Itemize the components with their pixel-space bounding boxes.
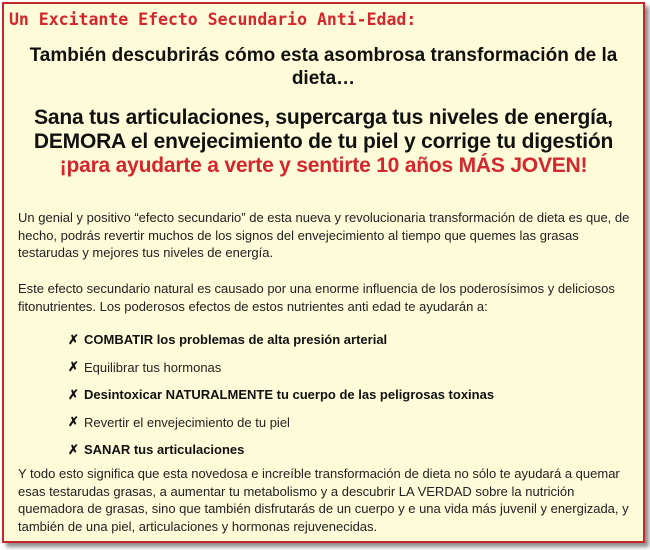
x-mark-icon: ✗ [68,441,79,457]
list-item-text: Equilibrar tus hormonas [84,359,222,375]
list-item [68,354,628,382]
conclusion-paragraph: Y todo esto significa que esta novedosa e increíble transformación de dieta no sólo te ayudará a quemar esas testarudas grasas, a aumentar tu metabolismo y a descubrir LA VERDAD sobre la nutrición quemadora de grasas, sino que también disfrutarás de un cuerpo y e una vida más juvenil y energizada, y también de una piel, articulaciones y hormonas rejuvenecidas. [18,466,629,534]
main-claim [4,106,643,178]
benefits-list [68,326,628,464]
x-mark-icon: ✗ [68,331,79,347]
list-item-text: COMBATIR los problemas de alta presión arterial [84,332,388,348]
subheading: También descubrirás cómo esta asombrosa transformación de la dieta… [29,45,618,89]
list-item-text: Revertir el envejecimiento de tu piel [84,414,290,430]
list-item [68,381,628,409]
promo-box [2,2,645,543]
list-item [68,409,628,437]
list-item [68,326,628,354]
list-item [68,436,628,464]
x-mark-icon: ✗ [68,386,79,402]
main-claim-line-3: ¡para ayudarte a verte y sentirte 10 años MÁS JOVEN! [59,154,588,177]
cause-paragraph: Este efecto secundario natural es causado por una enorme influencia de los poderosísimos y deliciosos fitonutrientes. Los poderosos efectos de estos nutrientes anti edad te ayudarán a: [18,281,615,314]
list-item-text: Desintoxicar NATURALMENTE tu cuerpo de las peligrosas toxinas [84,387,495,403]
main-claim-line-2: DEMORA el envejecimiento de tu piel y corrige tu digestión [33,130,614,153]
list-item-text: SANAR tus articulaciones [84,442,245,458]
headline: Un Excitante Efecto Secundario Anti-Edad: [9,10,417,29]
intro-paragraph: Un genial y positivo “efecto secundario” de esta nueva y revolucionaria transformación de dieta es que, de hecho, podrás revertir muchos de los signos del envejecimiento al tiempo que quemes las grasas testarudas y mejores tus niveles de energía. [18,210,630,260]
main-claim-line-1: Sana tus articulaciones, supercarga tus niveles de energía, [34,106,613,129]
x-mark-icon: ✗ [68,359,79,375]
x-mark-icon: ✗ [68,414,79,430]
